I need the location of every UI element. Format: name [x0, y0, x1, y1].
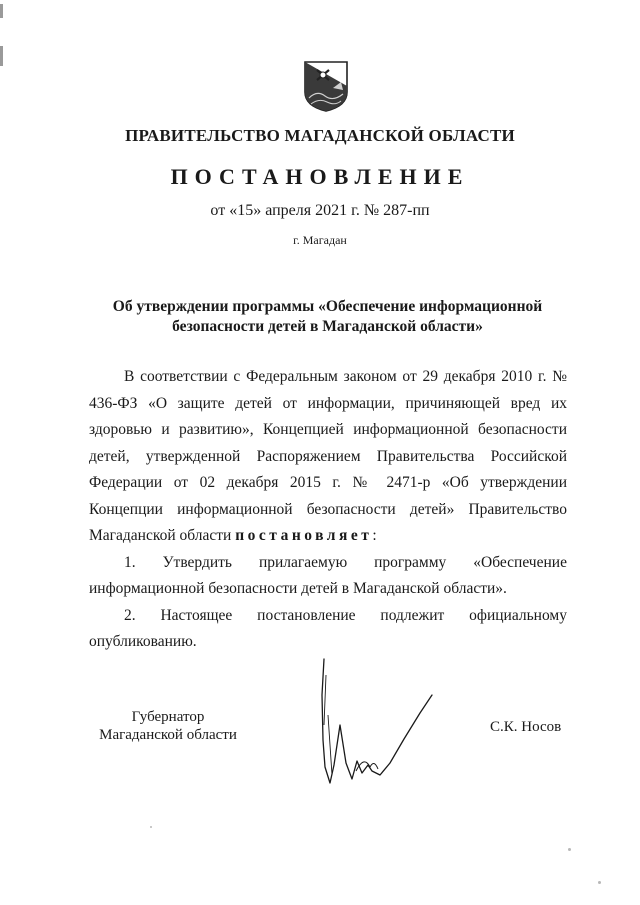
- scan-speck: [150, 826, 152, 828]
- signer-name: С.К. Носов: [490, 719, 562, 735]
- handwritten-signature: [312, 655, 442, 795]
- document-type-heading: ПОСТАНОВЛЕНИЕ: [170, 164, 470, 189]
- signer-title-line: Губернатор: [131, 709, 205, 725]
- item-continuation: информационной безопасности детей в Магаданской области».: [89, 580, 507, 597]
- magadan-coat-of-arms-icon: [303, 60, 349, 112]
- item-number: 1.: [124, 553, 136, 571]
- preamble-text: В соответствии с Федеральным законом от 29 декабря 2010 г. № 436-ФЗ «О защите детей от информации, причиняющей вред их здоровью и развитию», Концепцией информационной безопасности детей, утвержденной Распоряжением Правительства Российской Федерации от 02 декабря 2015 г. № 2471-р «Об утверждении Концепции информационной безопасности детей» Правительство Магаданской области: [89, 368, 567, 544]
- city-line: г. Магадан: [293, 233, 347, 247]
- item-word: Настоящее: [160, 606, 233, 624]
- item-word: «Обеспечение: [473, 553, 567, 571]
- resolves-word: постановляет: [235, 527, 373, 544]
- date-and-number: от «15» апреля 2021 г. № 287-пп: [210, 202, 430, 219]
- item-word: программу: [374, 553, 447, 571]
- resolution-item: [89, 550, 567, 603]
- signer-title-line: Магаданской области: [99, 727, 237, 743]
- signer-title: [88, 708, 248, 744]
- item-first-line: [89, 550, 567, 577]
- subject-line: Об утверждении программы «Обеспечение информационной: [112, 298, 543, 315]
- subject-line: безопасности детей в Магаданской области»: [172, 318, 483, 335]
- preamble-paragraph: [89, 364, 567, 550]
- scan-speck: [598, 881, 601, 884]
- government-title: ПРАВИТЕЛЬСТВО МАГАДАНСКОЙ ОБЛАСТИ: [125, 126, 515, 145]
- item-word: Утвердить: [162, 553, 233, 571]
- item-continuation: опубликованию.: [89, 633, 197, 650]
- item-word: официальному: [469, 606, 567, 624]
- resolution-body: [89, 364, 567, 656]
- resolves-punctuation: :: [372, 527, 377, 544]
- item-word: постановление: [257, 606, 356, 624]
- resolution-subject: [90, 297, 565, 337]
- item-word: подлежит: [380, 606, 445, 624]
- item-number: 2.: [124, 606, 136, 624]
- scan-speck: [568, 848, 571, 851]
- item-first-line: [89, 603, 567, 630]
- scan-edge-mark: [0, 4, 3, 18]
- scan-edge-mark: [0, 46, 3, 66]
- resolution-item: [89, 603, 567, 656]
- item-word: прилагаемую: [258, 553, 348, 571]
